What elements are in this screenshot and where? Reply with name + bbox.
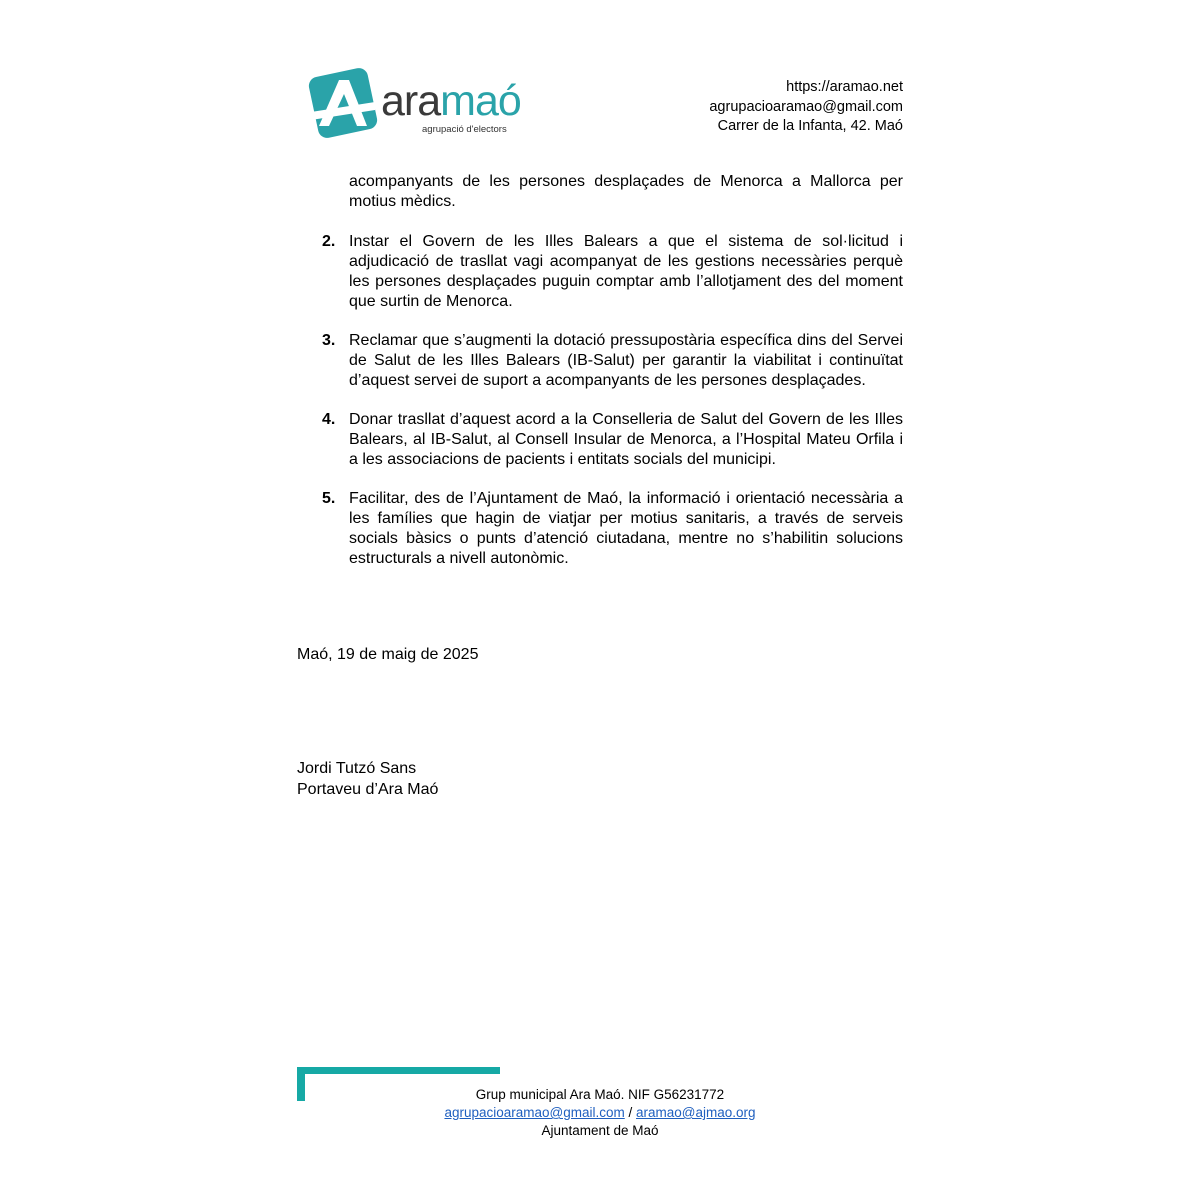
- signer-name: Jordi Tutzó Sans: [297, 760, 417, 777]
- list-item: [297, 489, 903, 569]
- footer-email-link-1[interactable]: agrupacioaramao@gmail.com: [444, 1105, 625, 1120]
- item-number: 4.: [322, 411, 336, 428]
- footer-group-line: Grup municipal Ara Maó. NIF G56231772: [475, 1087, 725, 1102]
- item-text: Instar el Govern de les Illes Balears a que el sistema de sol·licitud i adjudicació de trasllat vagi acompanyat de les gestions necessàries perquè les persones desplaçades puguin comptar amb l’allotjament des del moment que surtin de Menorca.: [349, 233, 903, 310]
- footer: [400, 1086, 800, 1140]
- logo: [305, 66, 525, 140]
- document-date: Maó, 19 de maig de 2025: [297, 646, 479, 663]
- item-text: Facilitar, des de l’Ajuntament de Maó, la informació i orientació necessària a les famílies que hagin de viatjar per motius sanitaris, a través de serveis socials bàsics o punts d’atenció ciutadana, mentre no s’habilitin solucions estructurals a nivell autonòmic.: [349, 490, 903, 567]
- logo-subtitle: agrupació d'electors: [422, 124, 507, 135]
- signature-block: [297, 758, 438, 800]
- item-number: 5.: [322, 490, 336, 507]
- item-text: Reclamar que s’augmenti la dotació pressupostària específica dins del Servei de Salut de les Illes Balears (IB-Salut) per garantir la viabilitat i continuïtat d’aquest servei de suport a acompanyants de les persones desplaçades.: [349, 332, 903, 389]
- footer-emails: [400, 1104, 800, 1122]
- footer-email-link-2[interactable]: aramao@ajmao.org: [636, 1105, 756, 1120]
- contact-email[interactable]: agrupacioaramao@gmail.com: [709, 98, 903, 115]
- continued-paragraph: acompanyants de les persones desplaçades de Menorca a Mallorca per motius mèdics.: [349, 173, 903, 210]
- contact-address: Carrer de la Infanta, 42. Maó: [717, 118, 903, 134]
- logo-a-icon: [305, 66, 379, 140]
- list-item: [297, 331, 903, 391]
- list-item: [297, 410, 903, 470]
- footer-institution: Ajuntament de Maó: [541, 1123, 659, 1138]
- contact-block: [709, 78, 903, 137]
- logo-wordmark: aramaó: [381, 77, 521, 125]
- footer-accent-bracket: [297, 1067, 305, 1101]
- signer-role: Portaveu d’Ara Maó: [297, 781, 439, 798]
- footer-separator: /: [624, 1105, 637, 1120]
- item-text: Donar trasllat d’aquest acord a la Conselleria de Salut del Govern de les Illes Balears, al IB-Salut, al Consell Insular de Menorca, a l’Hospital Mateu Orfila i a les associacions de pacients i entitats socials del municipi.: [349, 411, 903, 468]
- item-number: 2.: [322, 233, 336, 250]
- item-number: 3.: [322, 332, 336, 349]
- footer-accent-bar: [297, 1067, 500, 1074]
- website-link[interactable]: https://aramao.net: [786, 79, 903, 95]
- list-item: [297, 232, 903, 312]
- resolution-list: [297, 232, 903, 588]
